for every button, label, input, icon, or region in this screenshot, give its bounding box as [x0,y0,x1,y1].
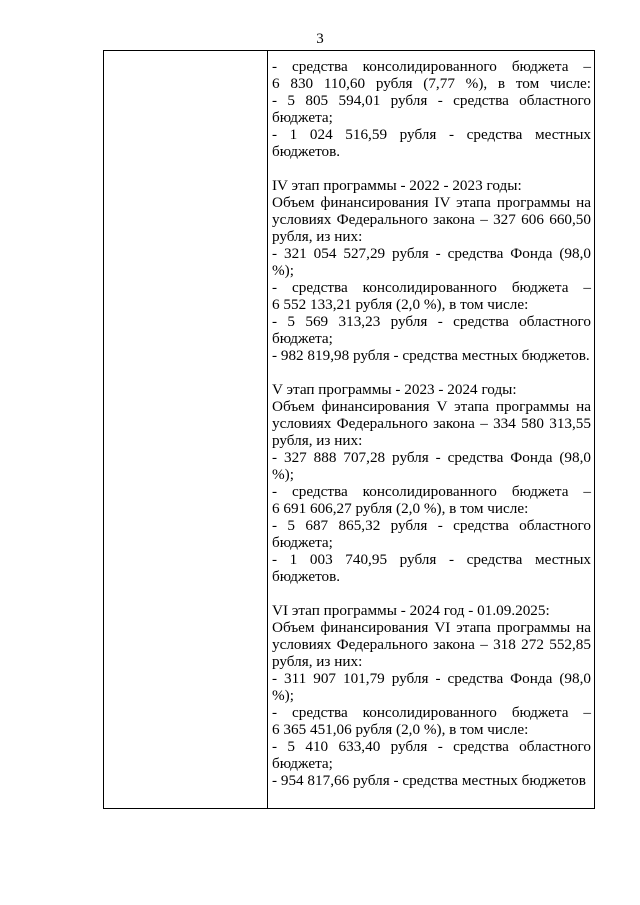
text-line: - 1 024 516,59 рубля - средства местных [272,126,591,143]
text-line: - 327 888 707,28 рубля - средства Фонда (98,0 [272,449,591,466]
section-stage-vi [272,602,591,789]
text-line: рубля, из них: [272,432,363,449]
text-line: - 1 003 740,95 рубля - средства местных [272,551,591,568]
document-table [103,50,595,809]
text-line: - 982 819,98 рубля - средства местных бюджетов. [272,347,590,364]
table-cell-funding-stages [272,58,591,789]
text-line: - 5 410 633,40 рубля - средства областного [272,738,591,755]
text-line: рубля, из них: [272,228,363,245]
text-line: 6 830 110,60 рубля (7,77 %), в том числе: [272,75,591,92]
stage-heading: VI этап программы - 2024 год - 01.09.2025: [272,602,550,619]
text-line: 6 552 133,21 рубля (2,0 %), в том числе: [272,296,529,313]
text-line: условиях Федерального закона – 334 580 313,55 [272,415,591,432]
text-line: бюджетов. [272,568,341,585]
text-line: рубля, из них: [272,653,363,670]
text-line: 6 691 606,27 рубля (2,0 %), в том числе: [272,500,529,517]
text-line: бюджета; [272,534,333,551]
text-line: условиях Федерального закона – 327 606 660,50 [272,211,591,228]
text-line: условиях Федерального закона – 318 272 552,85 [272,636,591,653]
text-line: бюджета; [272,330,333,347]
text-line: - 5 805 594,01 рубля - средства областного [272,92,591,109]
text-line: - средства консолидированного бюджета – [272,58,591,75]
text-line: Объем финансирования IV этапа программы на [272,194,591,211]
text-line: - средства консолидированного бюджета – [272,279,591,296]
text-line: бюджета; [272,109,333,126]
text-line: %); [272,687,294,704]
text-line: бюджетов. [272,143,341,160]
stage-heading: V этап программы - 2023 - 2024 годы: [272,381,517,398]
text-line: 6 365 451,06 рубля (2,0 %), в том числе: [272,721,529,738]
text-line: - 311 907 101,79 рубля - средства Фонда (98,0 [272,670,591,687]
text-line: %); [272,262,294,279]
text-line: Объем финансирования V этапа программы на [272,398,591,415]
text-line: бюджета; [272,755,333,772]
text-line: - средства консолидированного бюджета – [272,483,591,500]
text-line: - 5 687 865,32 рубля - средства областного [272,517,591,534]
stage-heading: IV этап программы - 2022 - 2023 годы: [272,177,522,194]
column-divider [267,51,268,808]
text-line: Объем финансирования VI этапа программы на [272,619,591,636]
page-number: 3 [316,31,324,47]
section-stage-v [272,381,591,585]
section-stage-iii-continuation [272,58,591,160]
text-line: - 954 817,66 рубля - средства местных бюджетов [272,772,586,789]
text-line: - средства консолидированного бюджета – [272,704,591,721]
text-line: %); [272,466,294,483]
text-line: - 5 569 313,23 рубля - средства областного [272,313,591,330]
section-stage-iv [272,177,591,364]
text-line: - 321 054 527,29 рубля - средства Фонда (98,0 [272,245,591,262]
